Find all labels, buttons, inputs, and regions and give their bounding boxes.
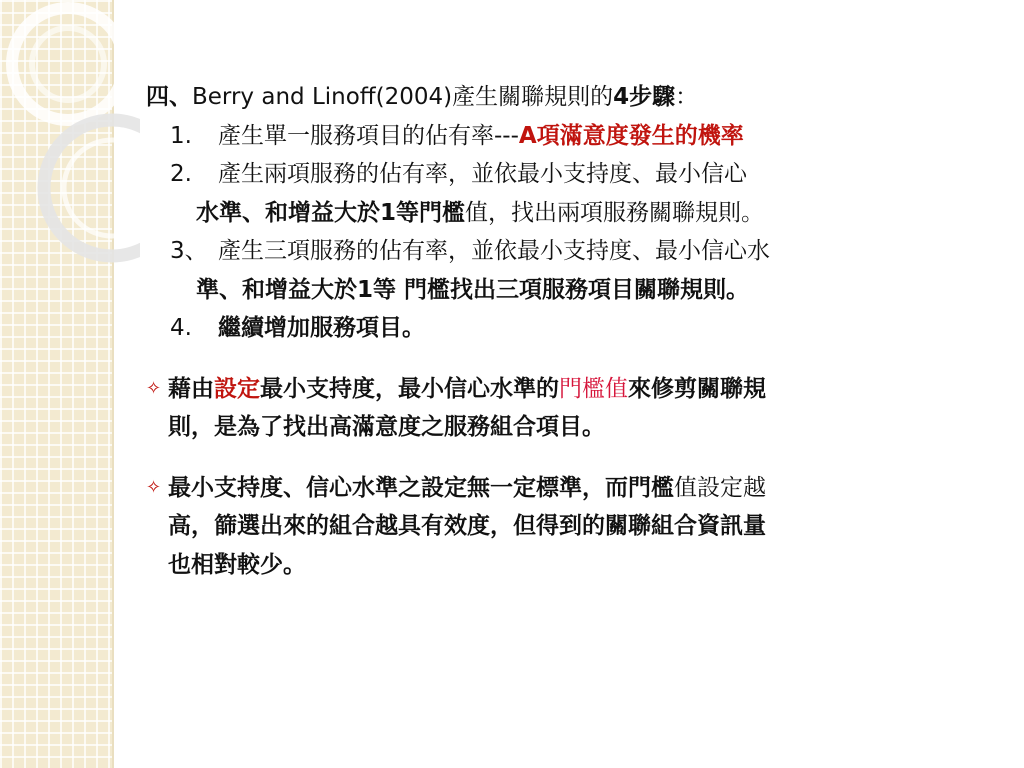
step-number: 2.	[170, 161, 192, 187]
step-3-line-2	[146, 271, 1006, 310]
diamond-bullet-icon: ✧	[146, 377, 162, 399]
bullet-2-line-2	[146, 507, 1006, 546]
heading-prefix: 四、	[146, 84, 192, 110]
bullet-2-line-1	[146, 469, 1006, 508]
deco-circle-bottom-inner	[64, 140, 140, 236]
step-4-line-1	[146, 309, 1006, 348]
step-2-line-2	[146, 194, 1006, 233]
bullet-text-segment: 來修剪關聯規	[628, 375, 766, 402]
step-text-segment: 準、和增益大於1等 門檻找出三項服務項目關聯規則。	[196, 276, 750, 303]
step-2-line-1	[146, 155, 1006, 194]
heading-authors: Berry and Linoff(2004)	[192, 84, 453, 110]
bullet-2-line-3	[146, 546, 1006, 585]
step-text-segment: A項滿意度發生的機率	[518, 122, 744, 149]
step-1-line-1	[146, 117, 1006, 156]
slide-heading	[146, 78, 1006, 117]
step-text-segment: 產生三項服務的佔有率，並依最小支持度、最小信心水	[218, 238, 770, 264]
bullet-text-segment: 藉由	[168, 375, 214, 402]
step-number: 3、	[170, 238, 208, 264]
heading-subject: 產生關聯規則的	[452, 84, 614, 110]
steps-list	[146, 117, 1006, 348]
step-text-segment: 水準、和增益大於1等門檻	[196, 199, 466, 226]
bullet-1-line-2	[146, 408, 1006, 447]
step-text-segment: 產生單一服務項目的佔有率---	[218, 122, 519, 149]
deco-circle-top-outer	[12, 8, 124, 120]
bullet-text-segment: 最小支持度、信心水準之設定無一定標準，而門檻	[168, 474, 674, 501]
step-number: 4.	[170, 315, 192, 341]
bullet-text-segment: 值設定越	[674, 474, 766, 501]
bullet-1-line-1	[146, 370, 1006, 409]
bullet-text-segment: 門檻值	[559, 375, 628, 402]
slide-content	[146, 78, 1006, 584]
heading-colon: ：	[675, 84, 699, 110]
bullet-text-segment: 最小支持度，最小信心水準的	[260, 375, 559, 402]
bullet-text-segment: 也相對較少。	[168, 551, 306, 578]
bullet-text-segment: 高，篩選出來的組合越具有效度，但得到的關聯組合資訊量	[168, 513, 766, 539]
diamond-bullet-icon: ✧	[146, 476, 162, 498]
step-text-segment: 值，找出兩項服務關聯規則。	[465, 199, 765, 226]
bullets-list	[146, 370, 1006, 585]
decorative-circles	[0, 0, 140, 320]
step-3-line-1	[146, 232, 1006, 271]
bullet-text-segment: 則，是為了找出高滿意度之服務組合項目。	[168, 414, 605, 440]
deco-circle-top-inner	[32, 28, 104, 100]
bullet-text-segment: 設定	[214, 375, 260, 402]
step-text-segment: 產生兩項服務的佔有率，並依最小支持度、最小信心	[218, 161, 747, 187]
step-number: 1.	[170, 122, 192, 149]
heading-step-count: 4步驟	[613, 84, 676, 110]
step-text-segment: 繼續增加服務項目。	[218, 315, 425, 341]
